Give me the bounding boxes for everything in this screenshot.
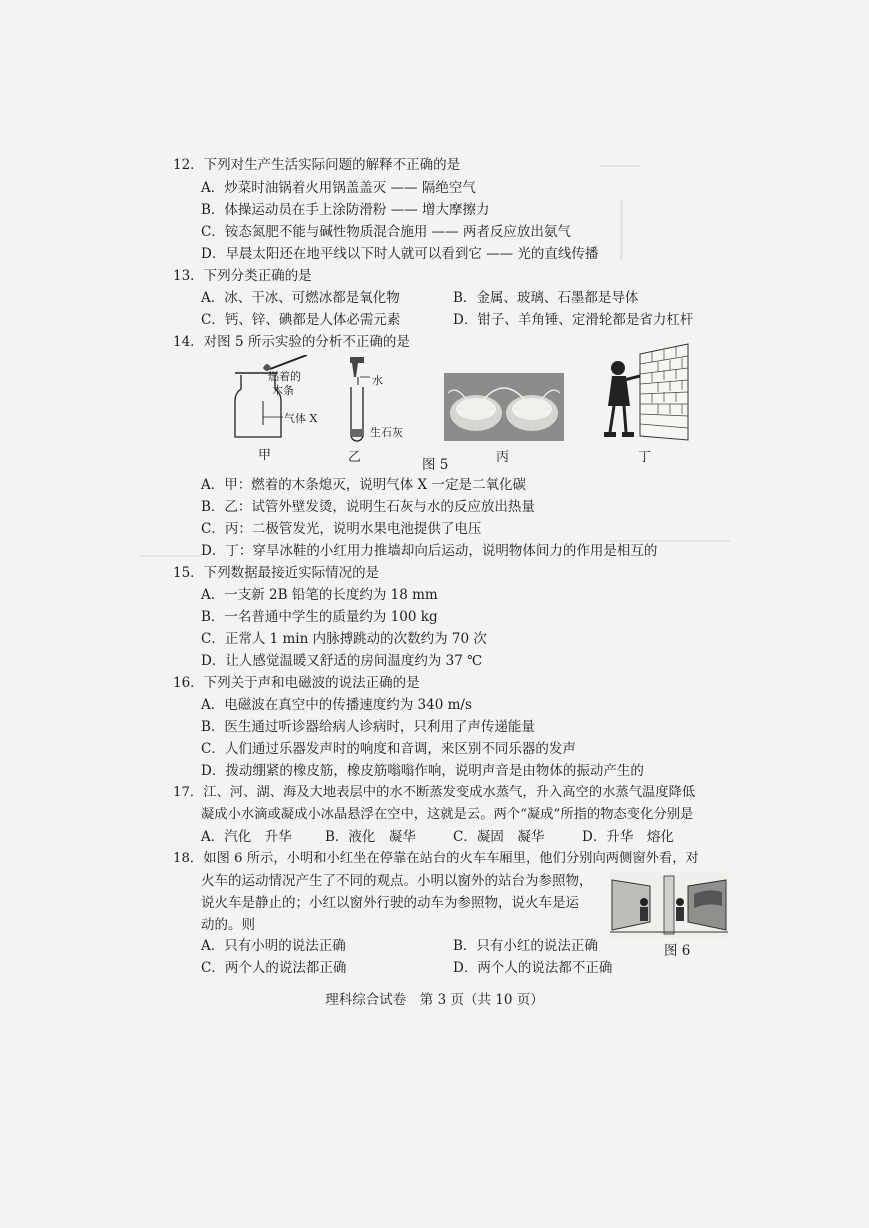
- q18-stem-line2: 火车的运动情况产生了不同的观点。小明以窗外的站台为参照物，: [201, 873, 593, 889]
- show-through-mark: [620, 200, 623, 260]
- q13-stem: 13．下列分类正确的是: [173, 268, 312, 284]
- page-footer: 理科综合试卷 第 3 页（共 10 页）: [325, 992, 544, 1008]
- q12-stem: 12．下列对生产生活实际问题的解释不正确的是: [173, 157, 461, 173]
- q18-option-c: C．两个人的说法都正确: [201, 960, 347, 976]
- q12-option-d: D．早晨太阳还在地平线以下时人就可以看到它 —— 光的直线传播: [201, 246, 599, 262]
- figure5-ding-push-wall: [600, 340, 695, 445]
- q16-option-c: C．人们通过乐器发声时的响度和音调，来区别不同乐器的发声: [201, 741, 576, 757]
- q13-option-c: C．钙、锌、碘都是人体必需元素: [201, 312, 401, 328]
- q18-option-b: B．只有小红的说法正确: [453, 938, 598, 954]
- q12-option-c: C．铵态氮肥不能与碱性物质混合施用 —— 两者反应放出氨气: [201, 224, 571, 240]
- figure6-train-carriage: [610, 872, 728, 938]
- q13-option-d: D．钳子、羊角锤、定滑轮都是省力杠杆: [453, 312, 694, 328]
- fig5-label-gas: 气体 X: [284, 412, 318, 425]
- q13-option-a: A．冰、干冰、可燃冰都是氧化物: [201, 290, 400, 306]
- q17-stem-line2: 凝成小水滴或凝成小冰晶悬浮在空中，这就是云。两个“凝成”所指的物态变化分别是: [201, 807, 694, 822]
- q15-option-d: D．让人感觉温暖又舒适的房间温度约为 37 ℃: [201, 653, 483, 669]
- q17-stem-line1: 17．江、河、湖、海及大地表层中的水不断蒸发变成水蒸气，升入高空的水蒸气温度降低: [173, 785, 696, 800]
- fig5-label-bing: 丙: [496, 450, 510, 465]
- q17-option-d: D．升华 熔化: [582, 829, 674, 845]
- q18-stem-line1: 18．如图 6 所示，小明和小红坐在停靠在站台的火车车厢里，他们分别向两侧窗外看，对: [173, 851, 699, 866]
- q14-stem: 14．对图 5 所示实验的分析不正确的是: [173, 334, 410, 350]
- q18-option-d: D．两个人的说法都不正确: [453, 960, 613, 976]
- q18-stem-line4: 动的。则: [201, 917, 255, 933]
- q15-option-a: A．一支新 2B 铅笔的长度约为 18 mm: [201, 587, 438, 603]
- fig5-caption: 图 5: [422, 457, 449, 473]
- q16-option-d: D．拨动绷紧的橡皮筋，橡皮筋嗡嗡作响，说明声音是由物体的振动产生的: [201, 763, 644, 779]
- show-through-mark: [140, 555, 200, 557]
- q14-option-c: C．丙：二极管发光，说明水果电池提供了电压: [201, 521, 482, 537]
- fig5-label-lime: 生石灰: [370, 426, 403, 439]
- fig6-caption: 图 6: [664, 943, 691, 959]
- fig5-label-jia: 甲: [258, 448, 272, 463]
- figure5-bing-fruit-battery: [444, 373, 564, 441]
- q17-option-b: B．液化 凝华: [325, 829, 416, 845]
- q16-option-a: A．电磁波在真空中的传播速度约为 340 m/s: [201, 697, 472, 713]
- q15-option-b: B．一名普通中学生的质量约为 100 kg: [201, 609, 438, 625]
- q14-option-a: A．甲：燃着的木条熄灭，说明气体 X 一定是二氧化碳: [201, 477, 526, 493]
- fig5-label-burning: 燃着的: [268, 370, 301, 383]
- q16-option-b: B．医生通过听诊器给病人诊病时，只利用了声传递能量: [201, 719, 535, 735]
- q12-option-a: A．炒菜时油锅着火用锅盖盖灭 —— 隔绝空气: [201, 180, 476, 196]
- q12-option-b: B．体操运动员在手上涂防滑粉 —— 增大摩擦力: [201, 202, 490, 218]
- q15-stem: 15．下列数据最接近实际情况的是: [173, 565, 380, 581]
- q15-option-c: C．正常人 1 min 内脉搏跳动的次数约为 70 次: [201, 631, 487, 647]
- q14-option-d: D．丁：穿旱冰鞋的小红用力推墙却向后运动，说明物体间力的作用是相互的: [201, 543, 658, 559]
- q16-stem: 16．下列关于声和电磁波的说法正确的是: [173, 675, 420, 691]
- show-through-mark: [600, 165, 640, 167]
- q13-option-b: B．金属、玻璃、石墨都是导体: [453, 290, 639, 306]
- q18-option-a: A．只有小明的说法正确: [201, 938, 346, 954]
- q18-stem-line3: 说火车是静止的；小红以窗外行驶的动车为参照物，说火车是运: [201, 895, 579, 911]
- fig5-label-stick: 木条: [272, 384, 294, 397]
- fig5-label-water: 水: [372, 374, 383, 387]
- q17-option-c: C．凝固 凝华: [453, 829, 545, 845]
- q14-option-b: B．乙：试管外壁发烫，说明生石灰与水的反应放出热量: [201, 499, 535, 515]
- fig5-label-yi: 乙: [348, 450, 362, 465]
- q17-option-a: A．汽化 升华: [201, 829, 292, 845]
- fig5-label-ding: 丁: [638, 450, 652, 465]
